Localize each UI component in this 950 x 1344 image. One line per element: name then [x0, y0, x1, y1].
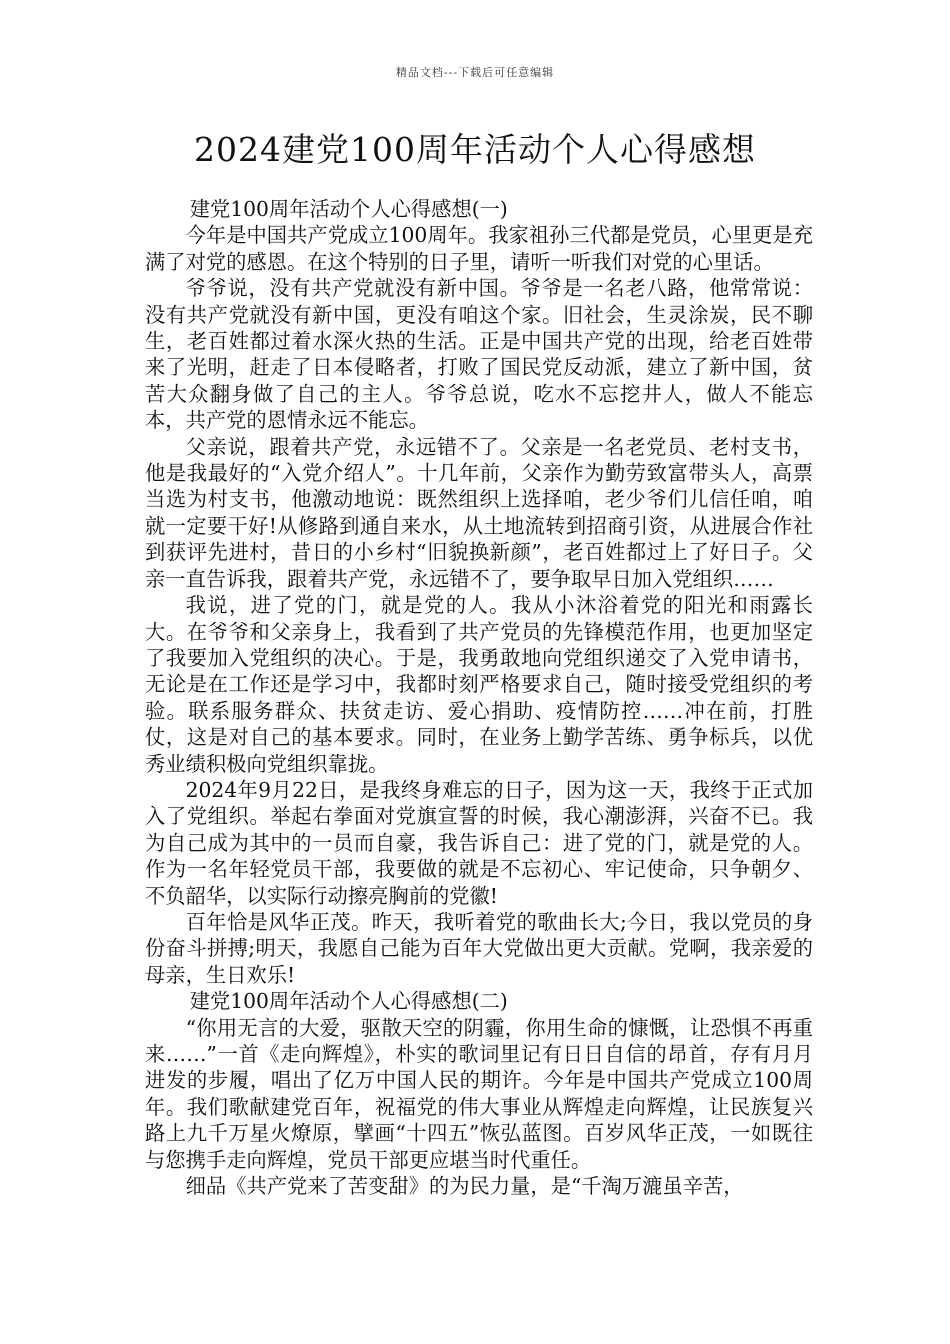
- paragraph: 父亲说，跟着共产党，永远错不了。父亲是一名老党员、老村支书，他是我最好的“入党介绍人”。十几年前，父亲作为勤劳致富带头人，高票当选为村支书，他激动地说：既然组织上选择咱，老少爷们儿信任咱，咱就一定要干好!从修路到通自来水，从土地流转到招商引资，从进展合作社到获评先进村，昔日的小乡村“旧貌换新颜”，老百姓都过上了好日子。父亲一直告诉我，跟着共产党，永远错不了，要争取早日加入党组织……: [145, 434, 813, 591]
- subheading-part-one: 建党100周年活动个人心得感想(一): [189, 197, 508, 221]
- page-header: 精品文档---下载后可任意编辑: [395, 66, 555, 79]
- document-body: [145, 196, 813, 1199]
- paragraph: 细品《共产党来了苦变甜》的为民力量，是“千淘万漉虽辛苦，: [185, 1174, 744, 1199]
- document-title: 2024建党100周年活动个人心得感想: [194, 130, 756, 169]
- paragraph: 2024年9月22日，是我终身难忘的日子，因为这一天，我终于正式加入了党组织。举起右拳面对党旗宣誓的时候，我心潮澎湃，兴奋不已。我为自己成为其中的一员而自豪，我告诉自己：进了党的门，就是党的人。作为一名年轻党员干部，我要做的就是不忘初心、牢记使命，只争朝夕、不负韶华，以实际行动擦亮胸前的党徽!: [145, 777, 813, 908]
- subheading-part-two: 建党100周年活动个人心得感想(二): [189, 989, 508, 1014]
- paragraph: 爷爷说，没有共产党就没有新中国。爷爷是一名老八路，他常常说：没有共产党就没有新中国，更没有咱这个家。旧社会，生灵涂炭，民不聊生，老百姓都过着水深火热的生活。正是中国共产党的出现，给老百姓带来了光明，赶走了日本侵略者，打败了国民党反动派，建立了新中国，贫苦大众翻身做了自己的主人。爷爷总说，吃水不忘挖井人，做人不能忘本，共产党的恩情永远不能忘。: [145, 276, 813, 433]
- paragraph: 今年是中国共产党成立100周年。我家祖孙三代都是党员，心里更是充满了对党的感恩。在这个特别的日子里，请听一听我们对党的心里话。: [145, 223, 813, 274]
- paragraph: “你用无言的大爱，驱散天空的阴霾，你用生命的慷慨，让恐惧不再重来……”一首《走向辉煌》，朴实的歌词里记有日日自信的昂首，存有月月进发的步履，唱出了亿万中国人民的期许。今年是中国共产党成立100周年。我们歌献建党百年，祝福党的伟大事业从辉煌走向辉煌，让民族复兴路上九千万星火燎原，擘画“十四五”恢弘蓝图。百岁风华正茂，一如既往与您携手走向辉煌，党员干部更应堪当时代重任。: [145, 1015, 813, 1172]
- paragraph: 百年恰是风华正茂。昨天，我听着党的歌曲长大;今日，我以党员的身份奋斗拼搏;明天，我愿自己能为百年大党做出更大贡献。党啊，我亲爱的母亲，生日欢乐!: [145, 909, 813, 987]
- paragraph: 我说，进了党的门，就是党的人。我从小沐浴着党的阳光和雨露长大。在爷爷和父亲身上，我看到了共产党员的先锋模范作用，也更加坚定了我要加入党组织的决心。于是，我勇敢地向党组织递交了入党申请书，无论是在工作还是学习中，我都时刻严格要求自己，随时接受党组织的考验。联系服务群众、扶贫走访、爱心捐助、疫情防控……冲在前，打胜仗，这是对自己的基本要求。同时，在业务上勤学苦练、勇争标兵，以优秀业绩积极向党组织靠拢。: [145, 593, 813, 776]
